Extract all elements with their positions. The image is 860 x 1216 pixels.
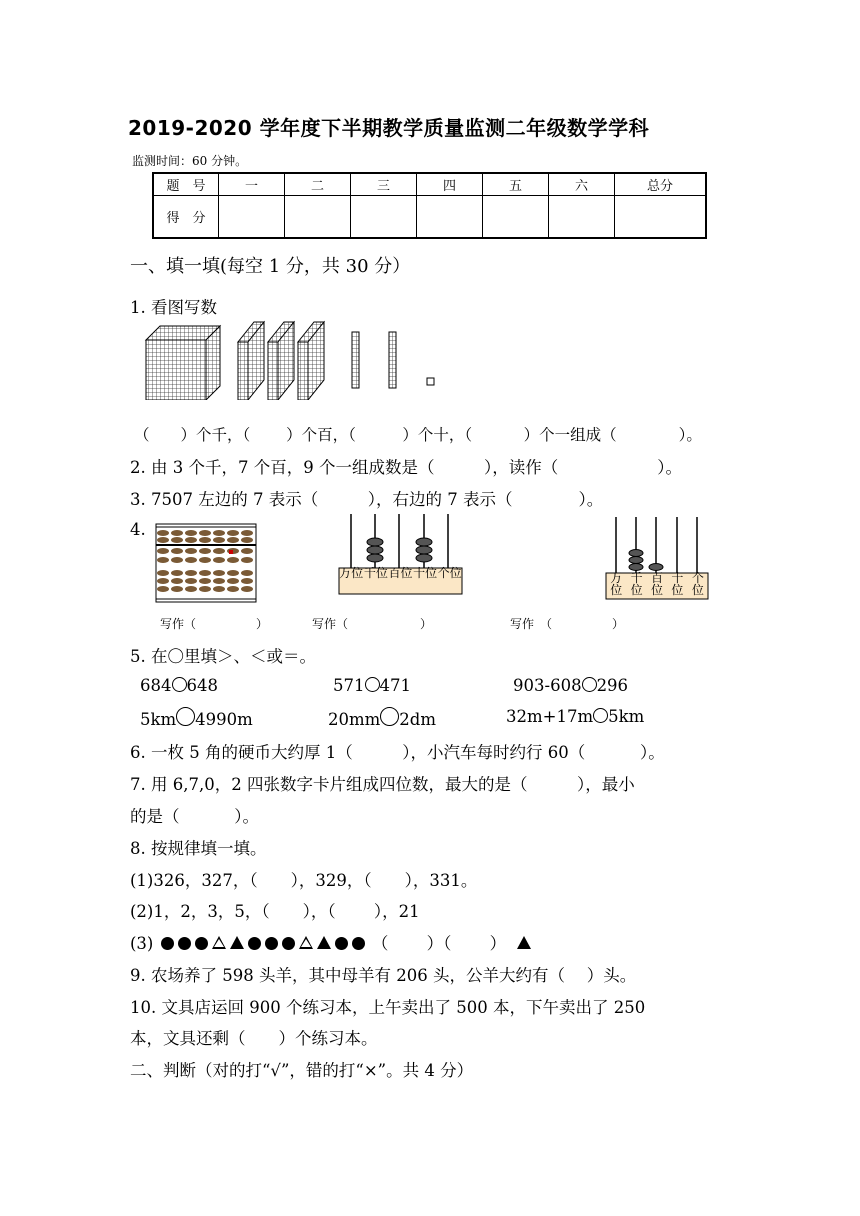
q8-1: (1)326，327，（ ），329，（ ），331。 (130, 871, 478, 890)
compare-circle-icon[interactable] (176, 707, 195, 726)
score-table (152, 172, 707, 239)
q5-item (140, 676, 218, 695)
q5-right: 5km (608, 707, 645, 726)
ten-rod-icon (389, 332, 396, 388)
filled-triangle-icon (517, 936, 531, 949)
place-label: 万位 (610, 571, 623, 597)
hundred-flat-icon (238, 322, 264, 400)
score-header-cell: 六 (549, 173, 615, 196)
q10-line2: 本，文具还剩（ ）个练习本。 (130, 1029, 378, 1048)
filled-circle-icon (282, 937, 295, 950)
q5-item (513, 676, 628, 695)
compare-circle-icon[interactable] (593, 708, 608, 723)
q4-write-3: 写作 （ ） (510, 617, 625, 631)
q5-left: 903-608 (513, 676, 582, 695)
score-cell[interactable] (417, 196, 483, 239)
score-header-cell: 题 号 (153, 173, 219, 196)
q5-title: 5. 在〇里填＞、＜或＝。 (130, 647, 316, 666)
score-cell[interactable] (615, 196, 707, 239)
hundred-flat-icon (298, 322, 324, 400)
filled-circle-icon (178, 937, 191, 950)
score-header-cell: 四 (417, 173, 483, 196)
q5-right: 296 (596, 676, 629, 695)
q4-write-2: 写作（ ） (312, 617, 433, 631)
score-header-cell: 二 (285, 173, 351, 196)
score-cell[interactable] (549, 196, 615, 239)
q5-right: 4990m (195, 710, 253, 729)
compare-circle-icon[interactable] (582, 677, 597, 692)
filled-triangle-icon (317, 936, 331, 949)
place-label: 个位 (437, 566, 462, 580)
q5-right: 648 (186, 676, 218, 695)
abacus-2-figure (338, 512, 464, 596)
hollow-triangle-icon (299, 936, 313, 949)
abacus-3-labels (606, 572, 708, 596)
q1-title: 1. 看图写数 (130, 298, 217, 317)
score-row-label: 得 分 (153, 196, 219, 239)
q9: 9. 农场养了 598 头羊，其中母羊有 206 头，公羊大约有（ ）头。 (130, 966, 637, 985)
filled-circle-icon (352, 937, 365, 950)
q5-item (333, 676, 411, 695)
place-label: 十位 (413, 566, 438, 580)
place-label: 千位 (363, 566, 388, 580)
score-cell[interactable] (351, 196, 417, 239)
hollow-triangle-icon (212, 936, 226, 949)
place-label: 千位 (630, 571, 643, 597)
filled-circle-icon (195, 937, 208, 950)
place-label: 百位 (388, 566, 413, 580)
q8-3 (130, 930, 533, 954)
q8-3-label: (3) (130, 934, 154, 953)
q3: 3. 7507 左边的 7 表示（ ），右边的 7 表示（ ）。 (130, 490, 604, 509)
score-header-cell: 一 (219, 173, 285, 196)
filled-circle-icon (335, 937, 348, 950)
q5-item (328, 707, 436, 729)
q1-fill: （ ）个千，（ ）个百，（ ）个十，（ ）个一组成（ ）。 (134, 426, 702, 444)
place-label: 百位 (651, 571, 664, 597)
q5-item (506, 707, 644, 726)
filled-circle-icon (265, 937, 278, 950)
filled-circle-icon (248, 937, 261, 950)
compare-circle-icon[interactable] (380, 707, 399, 726)
q5-right: 2dm (399, 710, 437, 729)
score-header-cell: 五 (483, 173, 549, 196)
score-cell[interactable] (483, 196, 549, 239)
q5-left: 32m+17m (506, 707, 594, 726)
q2: 2. 由 3 个千，7 个百，9 个一组成数是（ ），读作（ ）。 (130, 458, 682, 477)
q5-right: 471 (379, 676, 411, 695)
q5-item (140, 707, 253, 729)
compare-circle-icon[interactable] (172, 677, 187, 692)
score-cell[interactable] (285, 196, 351, 239)
score-cell[interactable] (219, 196, 285, 239)
hundred-flat-icon (268, 322, 294, 400)
q8-title: 8. 按规律填一填。 (130, 839, 267, 858)
section2-heading: 二、判断（对的打“√”，错的打“×”。共 4 分） (130, 1061, 474, 1080)
q5-left: 571 (333, 676, 365, 695)
q8-2: (2)1，2，3，5，（ ），（ ），21 (130, 902, 420, 921)
place-label: 万位 (339, 566, 364, 580)
compare-circle-icon[interactable] (365, 677, 380, 692)
q4-label: 4. (130, 520, 146, 539)
unit-cube-icon (427, 378, 434, 385)
time-note: 监测时间：60 分钟。 (132, 154, 248, 168)
section1-heading: 一、填一填(每空 1 分，共 30 分） (130, 256, 411, 277)
ten-rod-icon (352, 332, 359, 388)
suanpan-abacus-figure (155, 523, 257, 603)
score-header-cell: 三 (351, 173, 417, 196)
place-label: 个位 (691, 571, 704, 597)
base-ten-blocks-figure (140, 320, 450, 400)
abacus-2-labels (339, 567, 462, 579)
q7-line2: 的是（ ）。 (130, 807, 259, 826)
q5-left: 5km (140, 710, 177, 729)
q6: 6. 一枚 5 角的硬币大约厚 1（ ），小汽车每时约行 60（ ）。 (130, 743, 665, 762)
place-label: 十位 (671, 571, 684, 597)
score-header-cell: 总分 (615, 173, 707, 196)
q10-line1: 10. 文具店运回 900 个练习本，上午卖出了 500 本，下午卖出了 250 (130, 998, 646, 1017)
filled-triangle-icon (230, 936, 244, 949)
q8-3-blanks: （ ）（ ） (371, 934, 507, 953)
page-title: 2019-2020 学年度下半期教学质量监测二年级数学学科 (128, 116, 650, 140)
thousand-cube-icon (146, 326, 220, 400)
q4-write-1: 写作（ ） (160, 617, 269, 631)
q5-left: 20mm (328, 710, 381, 729)
q7-line1: 7. 用 6,7,0，2 四张数字卡片组成四位数，最大的是（ ），最小 (130, 775, 635, 794)
filled-circle-icon (161, 937, 174, 950)
q5-left: 684 (140, 676, 172, 695)
